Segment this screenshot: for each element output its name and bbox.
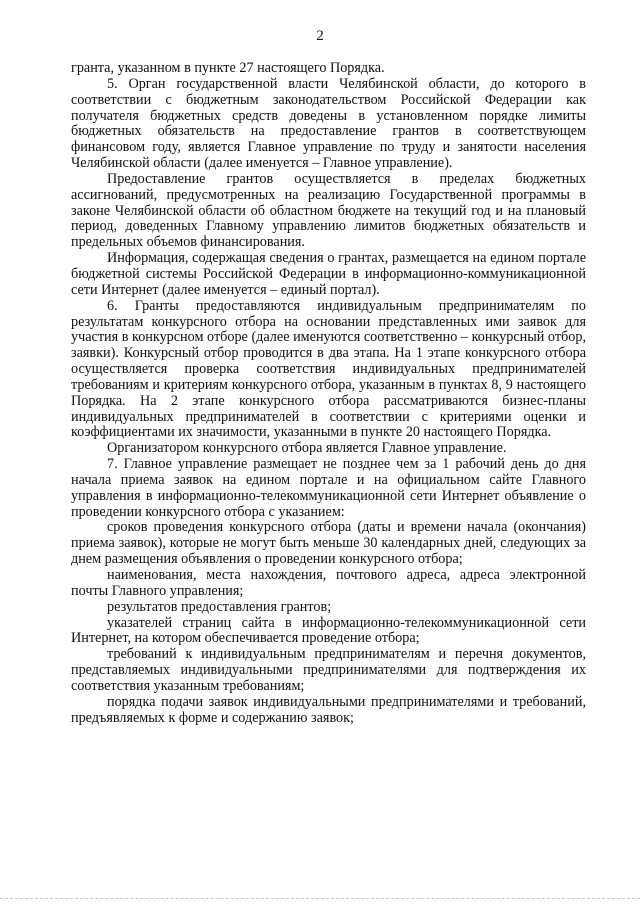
page-number: 2 [316,28,324,44]
document-body [71,61,586,726]
paragraph-item-7: 7. Главное управление размещает не позднее чем за 1 рабочий день до дня начала приема заявок на едином портале и на официальном сайте Главного управления в информационно-телекоммуникационной сети Интернет объявление о проведении конкурсного отбора с указанием: [71,456,586,520]
list-item-deadlines: сроков проведения конкурсного отбора (даты и времени начала (окончания) приема заявок), которые не могут быть меньше 30 календарных дней, следующих за днем размещения объявления о проведении конкурсного отбора; [71,519,586,568]
list-item-submission-order: порядка подачи заявок индивидуальными предпринимателями и требований, предъявляемых к форме и содержанию заявок; [71,693,586,726]
list-item-site-pages: указателей страниц сайта в информационно-телекоммуникационной сети Интернет, на котором обеспечивается проведение отбора; [71,614,586,647]
list-item-requirements: требований к индивидуальным предпринимателям и перечня документов, представляемых индивидуальными предпринимателями для подтверждения их соответствия указанным требованиям; [71,646,586,694]
paragraph-grant-info-portal: Информация, содержащая сведения о грантах, размещается на едином портале бюджетной системы Российской Федерации в информационно-коммуникационной сети Интернет (далее именуется – единый портал). [71,250,586,298]
paragraph-item-5: 5. Орган государственной власти Челябинской области, до которого в соответствии с бюджетным законодательством Российской Федерации как получателя бюджетных средств доведены в установленном порядке лимиты бюджетных обязательств на предоставление грантов в соответствующем финансовом году, является Главное управление по труду и занятости населения Челябинской области (далее именуется – Главное управление). [71,75,586,172]
paragraph-continuation: гранта, указанном в пункте 27 настоящего Порядка. [71,60,385,76]
paragraph-organizer: Организатором конкурсного отбора является Главное управление. [107,440,507,457]
list-item-contacts: наименования, места нахождения, почтового адреса, адреса электронной почты Главного управления; [71,567,586,599]
paragraph-item-6: 6. Гранты предоставляются индивидуальным предпринимателям по результатам конкурсного отбора на основании представленных ими заявок для участия в конкурсном отборе (далее именуются соответственно – конкурсный отбор, заявки). Конкурсный отбор проводится в два этапа. На 1 этапе конкурсного отбора осуществляется проверка соответствия индивидуальных предпринимателей требованиям и критериям конкурсного отбора, указанным в пунктах 8, 9 настоящего Порядка. На 2 этапе конкурсного отбора рассматриваются бизнес-планы индивидуальных предпринимателей в соответствии с критериями оценки и коэффициентами их значимости, указанными в пункте 20 настоящего Порядка. [71,297,586,441]
list-item-results: результатов предоставления грантов; [107,598,332,615]
paragraph-grant-budget: Предоставление грантов осуществляется в пределах бюджетных ассигнований, предусмотренных на реализацию Государственной программы в законе Челябинской области об областном бюджете на текущий год и на плановый период, доведенных Главному управлению лимитов бюджетных обязательств и предельных объемов финансирования. [71,170,586,251]
page-edge-line [0,898,640,899]
